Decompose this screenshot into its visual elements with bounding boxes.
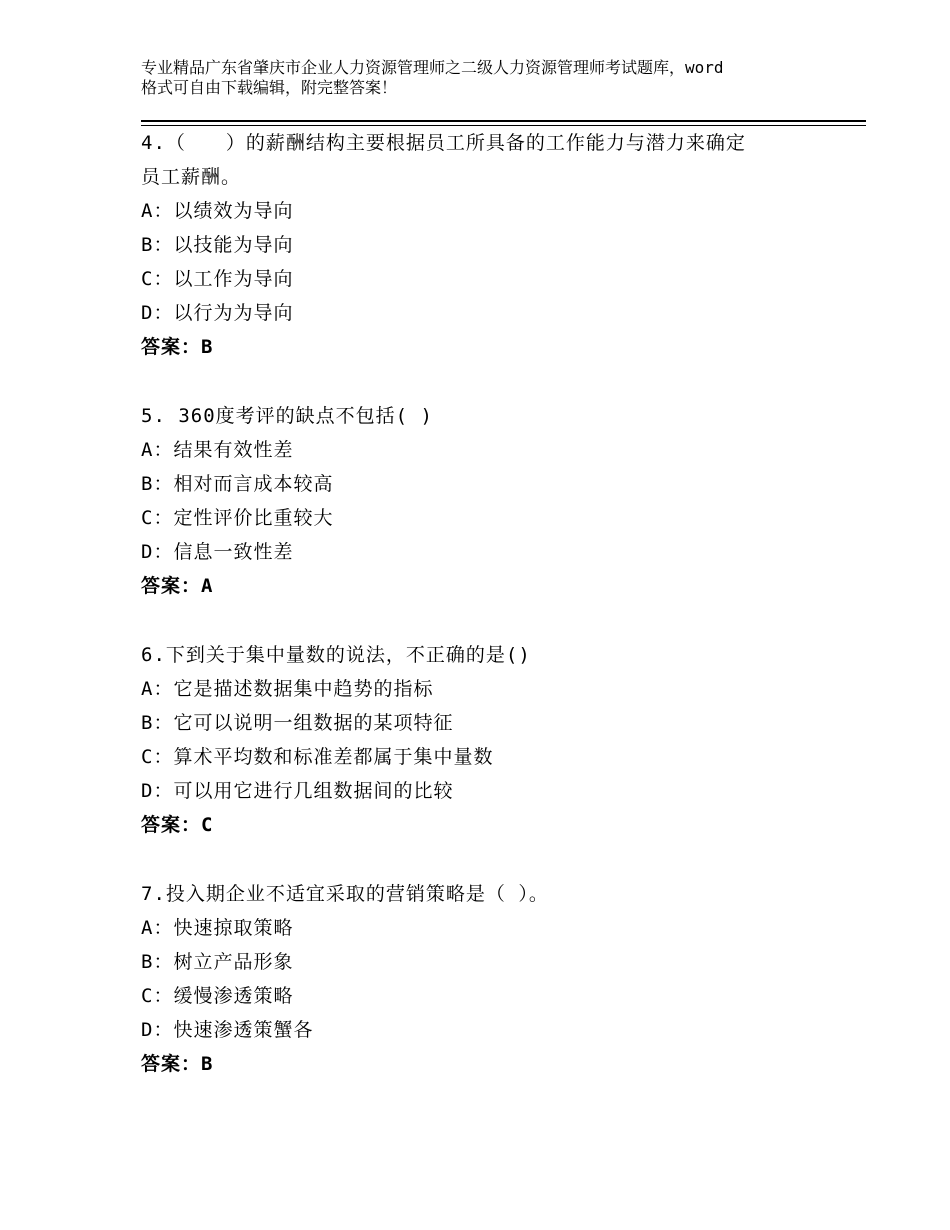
document-header [141,58,841,98]
question-6 [141,638,841,842]
question-5 [141,399,841,603]
option-d: D：快速渗透策蟹各 [141,1019,314,1041]
option-c: C：定性评价比重较大 [141,507,334,529]
question-stem: 7.投入期企业不适宜采取的营销策略是（ ）。 [141,883,549,905]
option-d: D：信息一致性差 [141,541,294,563]
answer: 答案：A [141,575,214,597]
question-stem: 4.（ ）的薪酬结构主要根据员工所具备的工作能力与潜力来确定 [141,132,746,154]
question-stem: 5. 360度考评的缺点不包括( ) [141,405,433,427]
option-c: C：以工作为导向 [141,268,294,290]
option-d: D：以行为为导向 [141,302,294,324]
answer: 答案：B [141,336,214,358]
option-a: A：以绩效为导向 [141,200,294,222]
option-a: A：快速掠取策略 [141,917,294,939]
question-4 [141,126,841,364]
option-b: B：以技能为导向 [141,234,294,256]
option-c: C：算术平均数和标准差都属于集中量数 [141,746,494,768]
question-stem-continued: 员工薪酬。 [141,166,242,188]
question-7 [141,877,841,1081]
answer: 答案：C [141,814,214,836]
header-rule-thick [141,120,866,122]
option-b: B：相对而言成本较高 [141,473,334,495]
question-stem: 6.下到关于集中量数的说法，不正确的是() [141,644,531,666]
header-line-2: 格式可自由下载编辑，附完整答案！ [141,78,398,97]
option-c: C：缓慢渗透策略 [141,985,294,1007]
option-a: A：它是描述数据集中趋势的指标 [141,678,434,700]
option-d: D：可以用它进行几组数据间的比较 [141,780,454,802]
option-b: B：树立产品形象 [141,951,294,973]
header-line-1: 专业精品广东省肇庆市企业人力资源管理师之二级人力资源管理师考试题库，word [141,58,724,77]
option-a: A：结果有效性差 [141,439,294,461]
answer: 答案：B [141,1053,214,1075]
option-b: B：它可以说明一组数据的某项特征 [141,712,454,734]
